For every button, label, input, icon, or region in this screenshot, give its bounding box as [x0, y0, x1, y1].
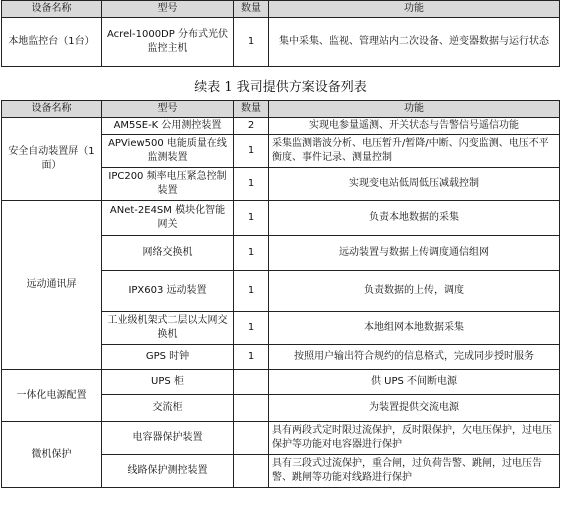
table-row: [2, 201, 560, 236]
header-function: 功能: [269, 1, 560, 18]
model-cell: UPS 柜: [102, 370, 234, 395]
equipment-table-part1: [1, 0, 560, 67]
model-cell: Acrel-1000DP 分布式光伏监控主机: [102, 18, 234, 67]
header-function: 功能: [269, 101, 560, 118]
qty-cell: 1: [234, 271, 269, 312]
function-cell: 采集监测谐波分析、电压暂升/暂降/中断、闪变监测、电压不平衡度、事件记录、测量控制: [269, 135, 560, 168]
qty-cell: 1: [234, 168, 269, 201]
model-cell: APView500 电能质量在线监测装置: [102, 135, 234, 168]
header-model: 型号: [102, 101, 234, 118]
qty-cell: 2: [234, 118, 269, 135]
device-name-cell: 本地监控台（1台）: [2, 18, 102, 67]
device-name-cell: 一体化电源配置: [2, 370, 102, 422]
qty-cell: 1: [234, 345, 269, 370]
model-cell: 工业级机架式二层以太网交换机: [102, 312, 234, 345]
model-cell: 线路保护测控装置: [102, 455, 234, 488]
model-cell: ANet-2E4SM 模块化智能网关: [102, 201, 234, 236]
header-model: 型号: [102, 1, 234, 18]
model-cell: 电容器保护装置: [102, 422, 234, 455]
qty-cell: 1: [234, 135, 269, 168]
header-qty: 数量: [234, 1, 269, 18]
function-cell: 供 UPS 不间断电源: [269, 370, 560, 395]
model-cell: IPC200 频率电压紧急控制装置: [102, 168, 234, 201]
function-cell: 集中采集、监视、管理站内二次设备、逆变器数据与运行状态: [269, 18, 560, 67]
model-cell: 交流柜: [102, 395, 234, 422]
function-cell: 为装置提供交流电源: [269, 395, 560, 422]
function-cell: 具有三段式过流保护，重合闸，过负荷告警、跳闸，过电压告警、跳闸等功能对线路进行保护: [269, 455, 560, 488]
device-name-cell: 微机保护: [2, 422, 102, 488]
header-device-name: 设备名称: [2, 101, 102, 118]
table-header-row: [2, 1, 560, 18]
function-cell: 实现电参量遥测、开关状态与告警信号遥信功能: [269, 118, 560, 135]
qty-cell: 1: [234, 312, 269, 345]
table-row: [2, 422, 560, 455]
function-cell: 远动装置与数据上传调度通信组网: [269, 236, 560, 271]
qty-cell: [234, 395, 269, 422]
function-cell: 具有两段式定时限过流保护，反时限保护，欠电压保护，过电压保护等功能对电容器进行保护: [269, 422, 560, 455]
qty-cell: [234, 455, 269, 488]
qty-cell: 1: [234, 18, 269, 67]
table-row: [2, 118, 560, 135]
function-cell: 实现变电站低周低压减载控制: [269, 168, 560, 201]
function-cell: 按照用户输出符合规约的信息格式，完成同步授时服务: [269, 345, 560, 370]
model-cell: 网络交换机: [102, 236, 234, 271]
function-cell: 本地组网本地数据采集: [269, 312, 560, 345]
qty-cell: [234, 370, 269, 395]
table-header-row: [2, 101, 560, 118]
function-cell: 负责本地数据的采集: [269, 201, 560, 236]
table-caption: 续表 1 我司提供方案设备列表: [194, 80, 367, 95]
device-name-cell: 安全自动装置屏（1面）: [2, 118, 102, 201]
model-cell: AM5SE-K 公用测控装置: [102, 118, 234, 135]
qty-cell: 1: [234, 201, 269, 236]
qty-cell: 1: [234, 236, 269, 271]
equipment-table-continued: [1, 100, 560, 488]
model-cell: IPX603 远动装置: [102, 271, 234, 312]
table-row: [2, 370, 560, 395]
table-row: [2, 18, 560, 67]
header-qty: 数量: [234, 101, 269, 118]
header-device-name: 设备名称: [2, 1, 102, 18]
qty-cell: [234, 422, 269, 455]
model-cell: GPS 时钟: [102, 345, 234, 370]
function-cell: 负责数据的上传，调度: [269, 271, 560, 312]
device-name-cell: 远动通讯屏: [2, 201, 102, 370]
